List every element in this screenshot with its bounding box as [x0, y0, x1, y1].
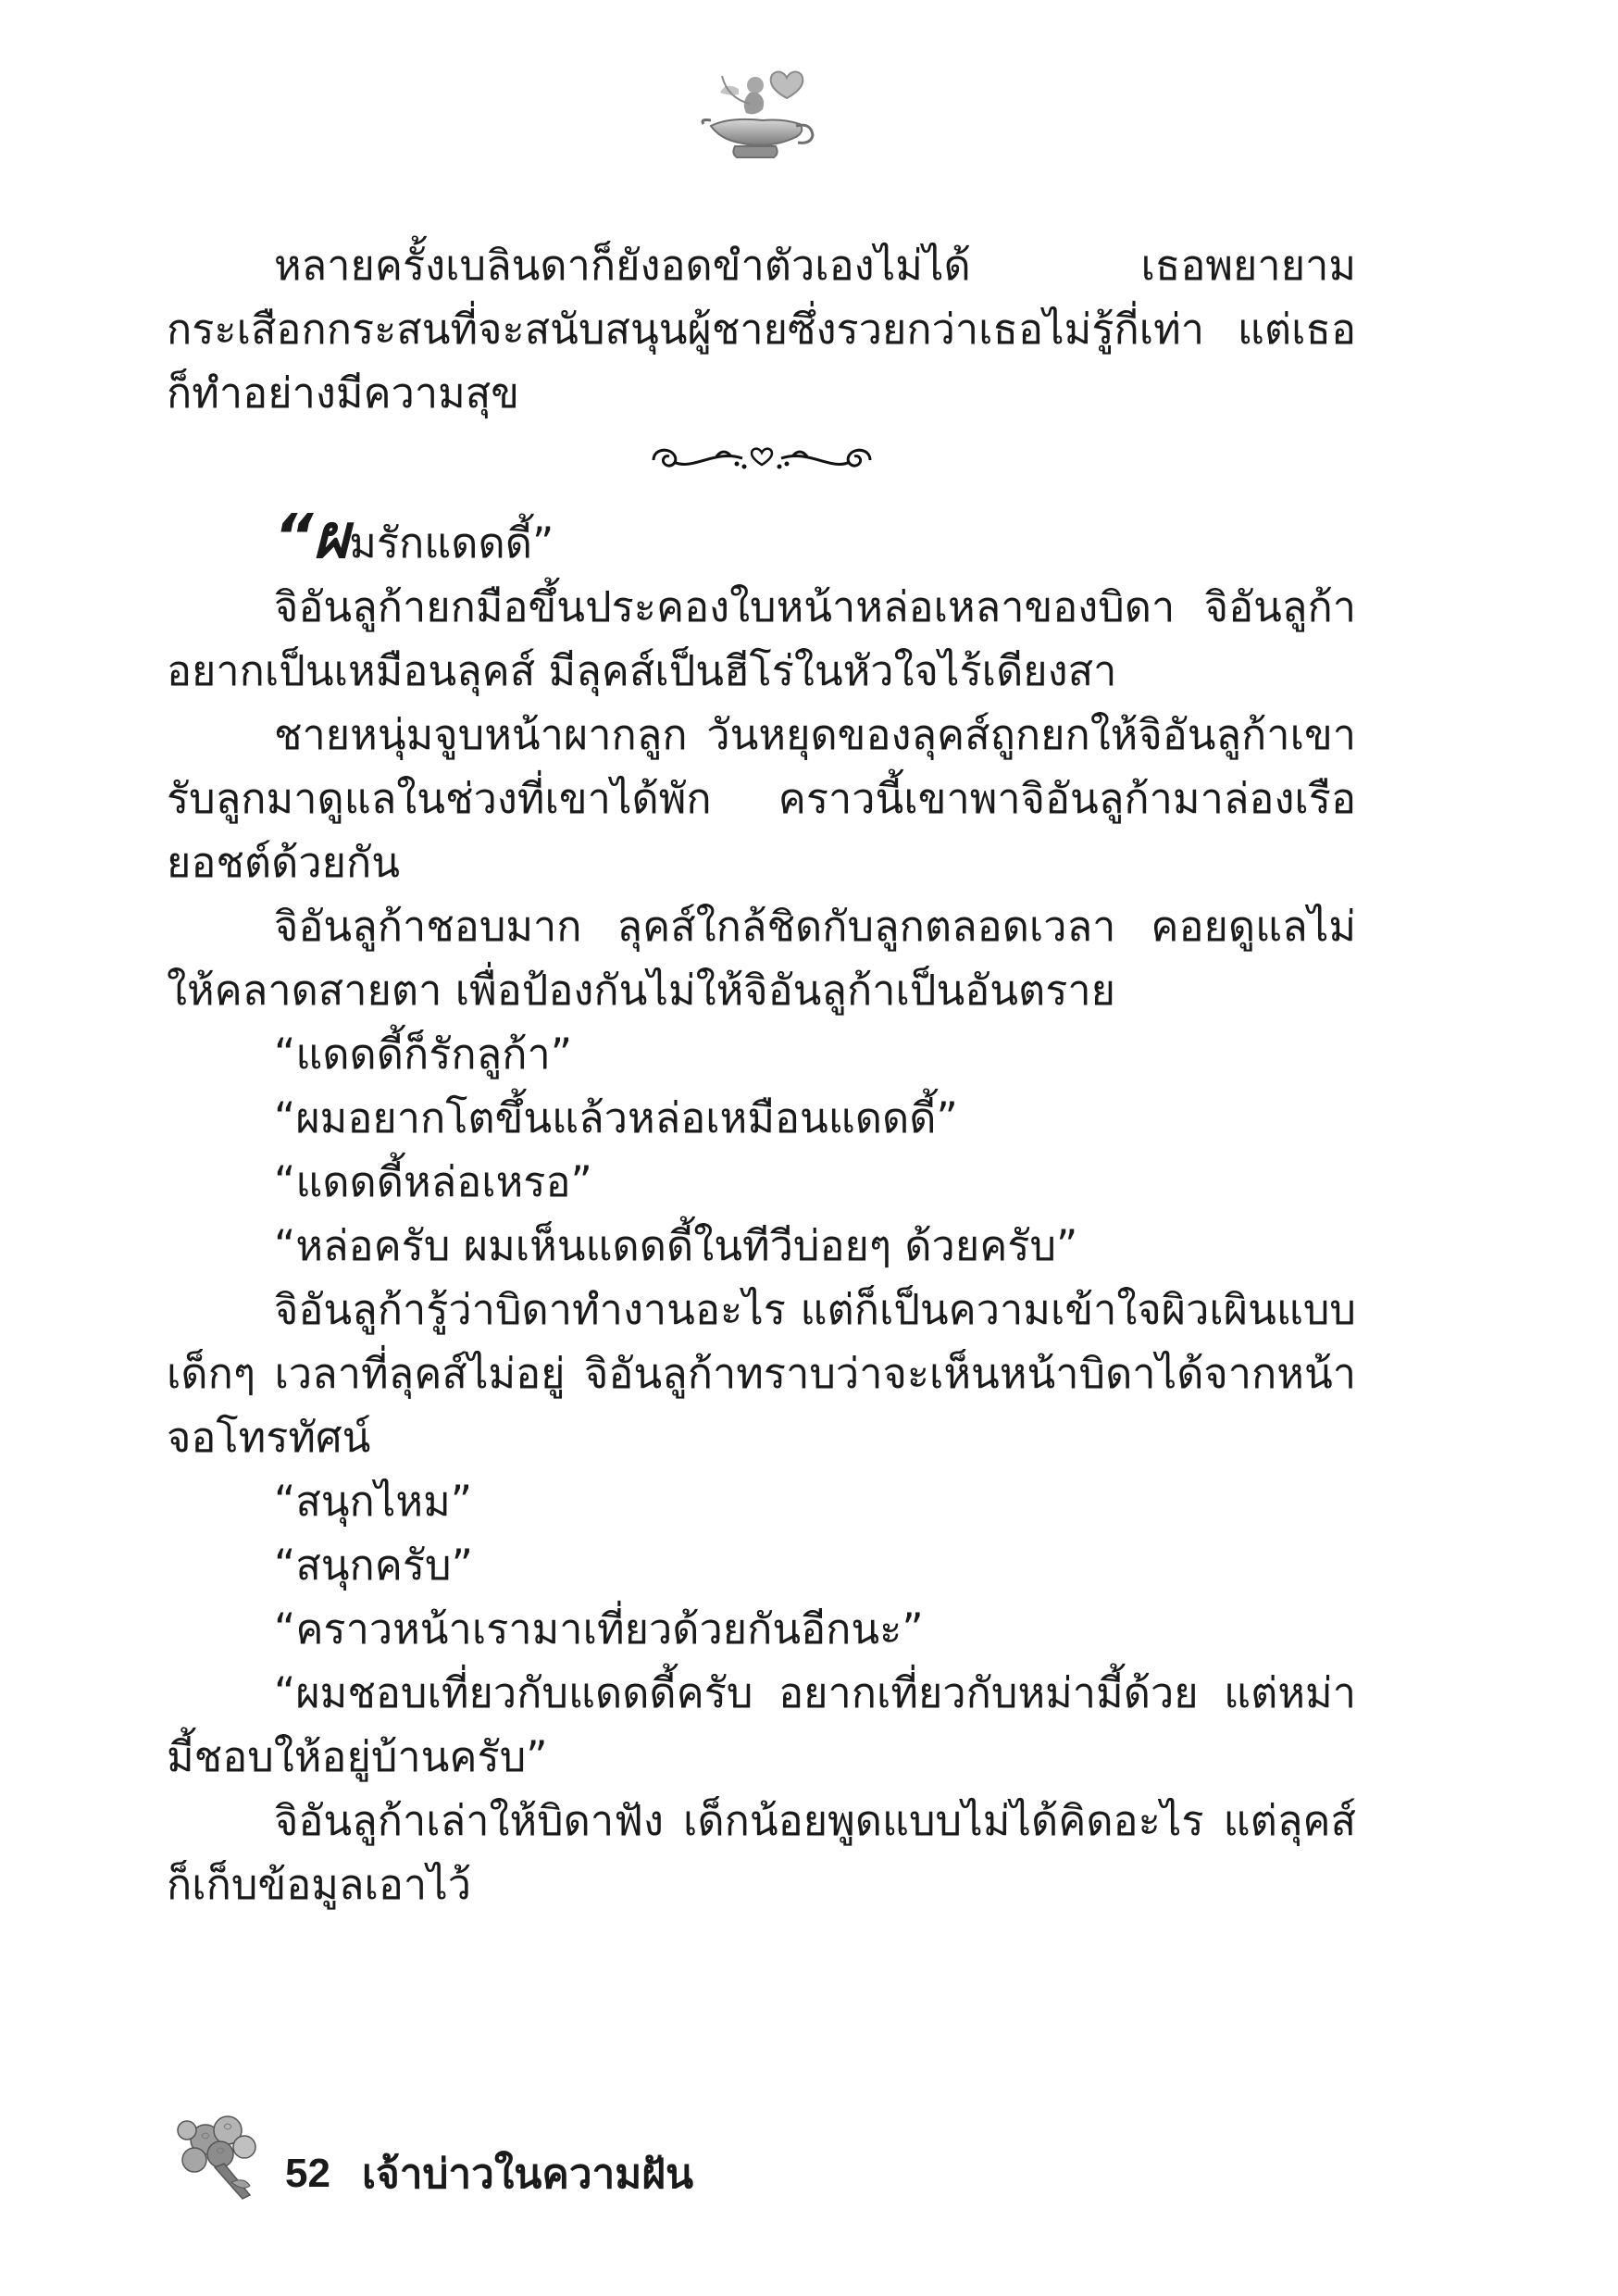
paragraph: หลายครั้งเบลินดาก็ยังอดขำตัวเองไม่ได้ เธอพยายามกระเสือกกระสนที่จะสนับสนุนผู้ชายซึ่งรวยกว่าเธอไม่รู้กี่เท่า แต่เธอก็ทำอย่างมีความสุข [167, 241, 1356, 418]
dialogue-text: มรักแดดดี้” [349, 518, 554, 568]
dropcap-letter: “ผ [274, 501, 350, 572]
dialogue-line: “ผมอยากโตขึ้นแล้วหล่อเหมือนแดดดี้” [274, 1093, 958, 1142]
page-footer [167, 2100, 693, 2211]
cupid-lamp-ornament [694, 57, 824, 168]
dialogue-line: “สนุกไหม” [274, 1477, 473, 1526]
flower-bouquet-icon [167, 2103, 278, 2209]
page-number: 52 [285, 2151, 330, 2196]
body-text [167, 233, 1356, 1916]
dialogue-line: “ผมชอบเที่ยวกับแดดดี้ครับ อยากเที่ยวกับหม่ามี้ด้วย แต่หม่ามี้ชอบให้อยู่บ้านครับ” [167, 1668, 1356, 1781]
paragraph: จิอันลูก้ายกมือขึ้นประคองใบหน้าหล่อเหลาของบิดา จิอันลูก้าอยากเป็นเหมือนลุคส์ มีลุคส์เป็นฮีโร่ในหัวใจไร้เดียงสา [167, 582, 1356, 695]
paragraph: จิอันลูก้ารู้ว่าบิดาทำงานอะไร แต่ก็เป็นความเข้าใจผิวเผินแบบเด็กๆ เวลาที่ลุคส์ไม่อยู่ จิอันลูก้าทราบว่าจะเห็นหน้าบิดาได้จากหน้าจอโทรทัศน์ [167, 1285, 1356, 1462]
dialogue-line: “สนุกครับ” [274, 1541, 473, 1590]
dialogue-line: “แดดดี้ก็รักลูก้า” [274, 1029, 573, 1079]
dialogue-opening [167, 501, 1356, 575]
dialogue-line: “แดดดี้หล่อเหรอ” [274, 1157, 592, 1206]
paragraph: จิอันลูก้าชอบมาก ลุคส์ใกล้ชิดกับลูกตลอดเวลา คอยดูแลไม่ให้คลาดสายตา เพื่อป้องกันไม่ให้จิอันลูก้าเป็นอันตราย [167, 902, 1356, 1015]
dialogue-line: “คราวหน้าเรามาเที่ยวด้วยกันอีกนะ” [274, 1604, 924, 1653]
book-title: เจ้าบ่าวในความฝัน [361, 2151, 694, 2198]
dialogue-line: “หล่อครับ ผมเห็นแดดดี้ในทีวีบ่อยๆ ด้วยครับ” [274, 1221, 1078, 1270]
paragraph: ชายหนุ่มจูบหน้าผากลูก วันหยุดของลุคส์ถูกยกให้จิอันลูก้าเขารับลูกมาดูแลในช่วงที่เขาได้พัก คราวนี้เขาพาจิอันลูก้ามาล่องเรือยอชต์ด้วยกัน [167, 710, 1356, 887]
scroll-divider-ornament [628, 432, 896, 488]
paragraph: จิอันลูก้าเล่าให้บิดาฟัง เด็กน้อยพูดแบบไม่ได้คิดอะไร แต่ลุคส์ก็เก็บข้อมูลเอาไว้ [167, 1796, 1356, 1909]
